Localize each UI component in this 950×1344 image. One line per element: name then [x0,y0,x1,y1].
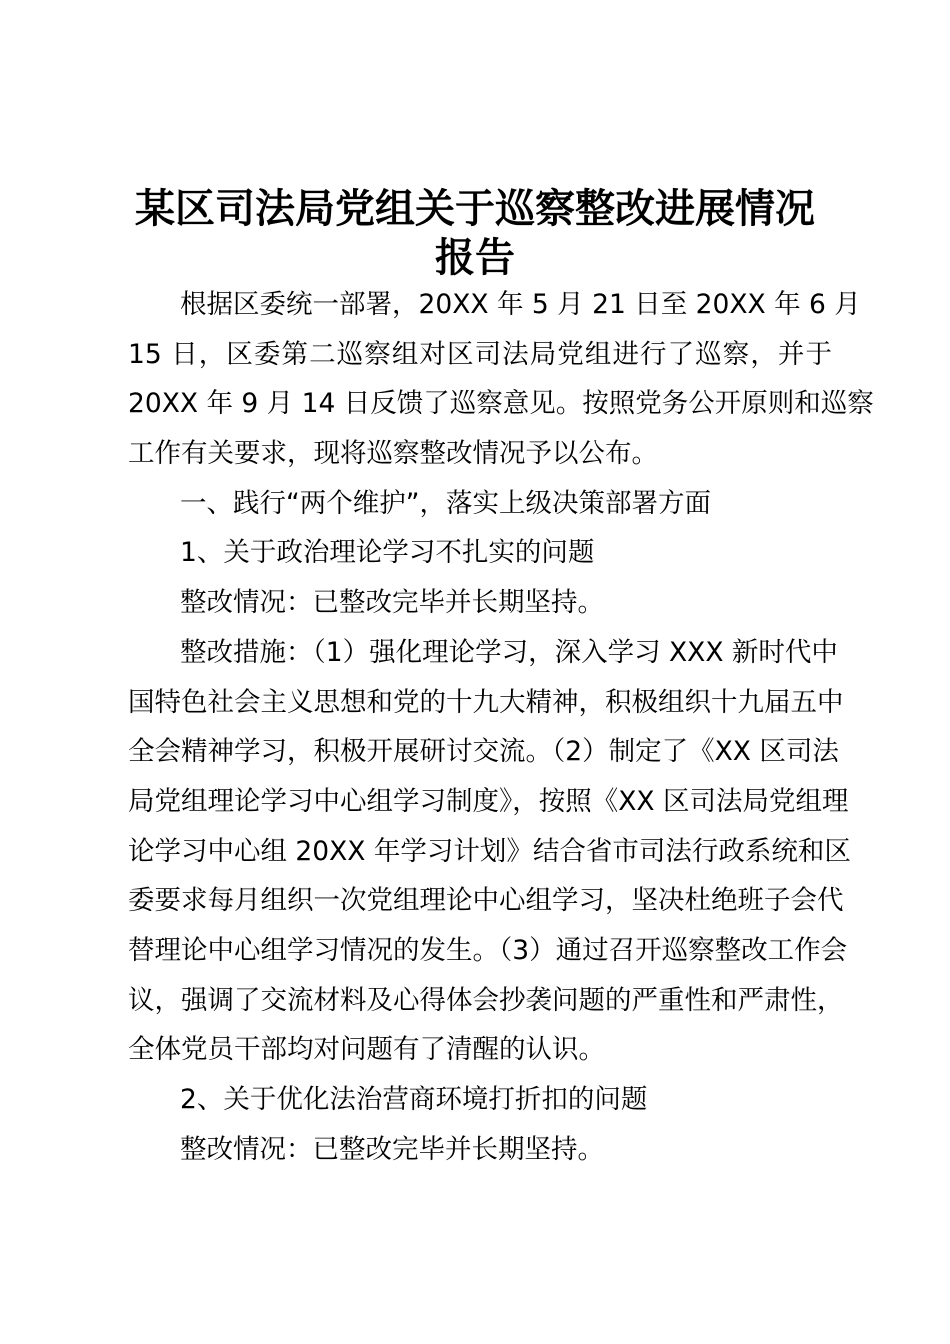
document-body [128,280,874,1174]
paragraph-line: 国特色社会主义思想和党的十九大精神，积极组织十九届五中 [128,686,844,718]
paragraph-line: 1、关于政治理论学习不扎实的问题 [180,537,595,569]
paragraph-line: 整改措施：（1）强化理论学习，深入学习 XXX 新时代中 [180,636,838,668]
paragraph-line: 议，强调了交流材料及心得体会抄袭问题的严重性和严肃性， [128,984,844,1016]
paragraph [128,578,832,628]
paragraph-line: 一、践行“两个维护”，落实上级决策部署方面 [180,487,711,519]
paragraph [128,628,851,1075]
paragraph-line: 全会精神学习，积极开展研讨交流。（2）制定了《XX 区司法 [128,736,839,768]
paragraph-line: 2、关于优化法治营商环境打折扣的问题 [180,1084,648,1115]
paragraph-line: 全体党员干部均对问题有了清醒的认识。 [128,1034,605,1066]
paragraph-line: 20XX 年 9 月 14 日反馈了巡察意见。按照党务公开原则和巡察 [128,388,874,420]
paragraph [128,479,832,529]
paragraph-line: 论学习中心组 20XX 年学习计划》结合省市司法行政系统和区 [128,835,851,867]
paragraph-line: 工作有关要求，现将巡察整改情况予以公布。 [128,438,658,470]
paragraph-line: 委要求每月组织一次党组理论中心组学习，坚决杜绝班子会代 [128,885,844,917]
paragraph-line: 整改情况：已整改完毕并长期坚持。 [180,587,604,619]
paragraph-line: 根据区委统一部署，20XX 年 5 月 21 日至 20XX 年 6 月 [180,289,861,320]
title-line: 某区司法局党组关于巡察整改进展情况 [135,185,815,232]
paragraph-line: 整改情况：已整改完毕并长期坚持。 [180,1133,604,1165]
paragraph [128,1075,832,1125]
paragraph [128,528,832,578]
paragraph-line: 局党组理论学习中心组学习制度》，按照《XX 区司法局党组理 [128,785,849,817]
document-title [100,184,850,282]
paragraph-line: 替理论中心组学习情况的发生。（3）通过召开巡察整改工作会 [128,934,848,966]
paragraph [128,1125,832,1175]
paragraph [128,280,874,479]
title-line: 报告 [435,234,515,281]
paragraph-line: 15 日，区委第二巡察组对区司法局党组进行了巡察，并于 [128,338,832,370]
